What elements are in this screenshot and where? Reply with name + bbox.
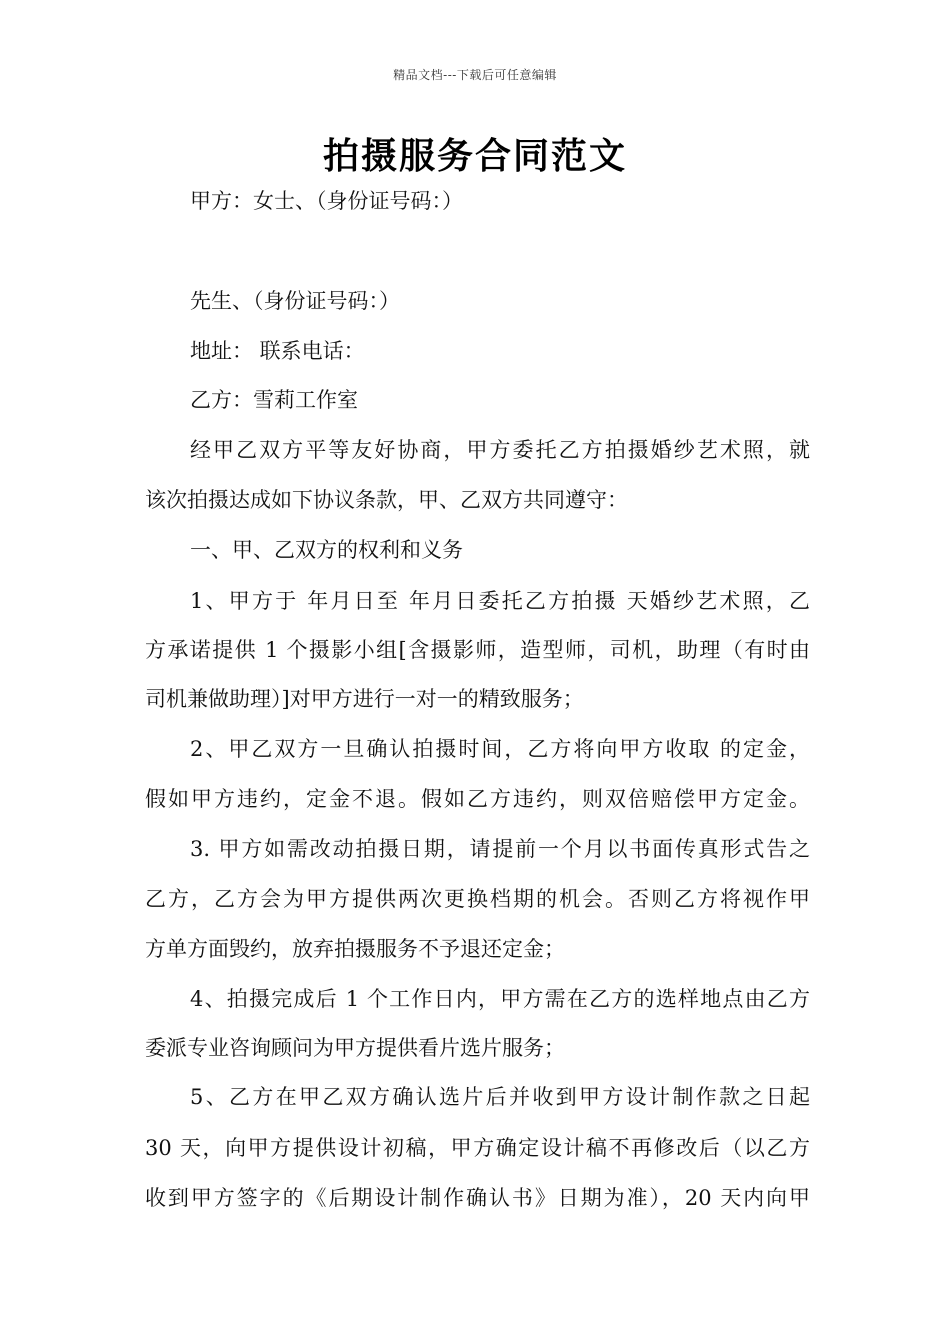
paragraph-line: 乙方，乙方会为甲方提供两次更换档期的机会。否则乙方将视作甲 <box>145 887 810 911</box>
address-phone-line: 地址： 联系电话： <box>190 339 365 363</box>
paragraph-line: 该次拍摄达成如下协议条款，甲、乙双方共同遵守： <box>145 488 628 512</box>
paragraph-line: 经甲乙双方平等友好协商，甲方委托乙方拍摄婚纱艺术照，就 <box>190 438 810 462</box>
paragraph-line: 30 天，向甲方提供设计初稿，甲方确定设计稿不再修改后（以乙方 <box>145 1136 810 1160</box>
header-note: 精品文档---下载后可任意编辑 <box>393 68 557 82</box>
party-a-line: 甲方：女士、（身份证号码：） <box>190 189 463 213</box>
paragraph-line: 司机兼做助理）]对甲方进行一对一的精致服务； <box>145 687 584 711</box>
paragraph-line: 委派专业咨询顾问为甲方提供看片选片服务； <box>145 1036 565 1060</box>
paragraph-line: 4、拍摄完成后 1 个工作日内，甲方需在乙方的选样地点由乙方 <box>190 987 810 1011</box>
paragraph-line: 5、乙方在甲乙双方确认选片后并收到甲方设计制作款之日起 <box>190 1085 810 1109</box>
paragraph-line: 收到甲方签字的《后期设计制作确认书》日期为准），20 天内向甲 <box>145 1186 810 1210</box>
paragraph-line: 假如甲方违约，定金不退。假如乙方违约，则双倍赔偿甲方定金。 <box>145 787 810 811</box>
party-a-second-person-line: 先生、（身份证号码：） <box>190 289 400 313</box>
paragraph-line: 1、甲方于 年月日至 年月日委托乙方拍摄 天婚纱艺术照，乙 <box>190 589 810 613</box>
document-title: 拍摄服务合同范文 <box>322 136 627 177</box>
section-heading: 一、甲、乙双方的权利和义务 <box>190 538 463 562</box>
party-b-line: 乙方：雪莉工作室 <box>190 388 358 412</box>
paragraph-line: 方单方面毁约，放弃拍摄服务不予退还定金； <box>145 937 565 961</box>
paragraph-line: 3. 甲方如需改动拍摄日期，请提前一个月以书面传真形式告之 <box>190 837 810 861</box>
paragraph-line: 方承诺提供 1 个摄影小组[含摄影师，造型师，司机，助理（有时由 <box>145 638 810 662</box>
paragraph-line: 2、甲乙双方一旦确认拍摄时间，乙方将向甲方收取 的定金， <box>190 737 810 761</box>
